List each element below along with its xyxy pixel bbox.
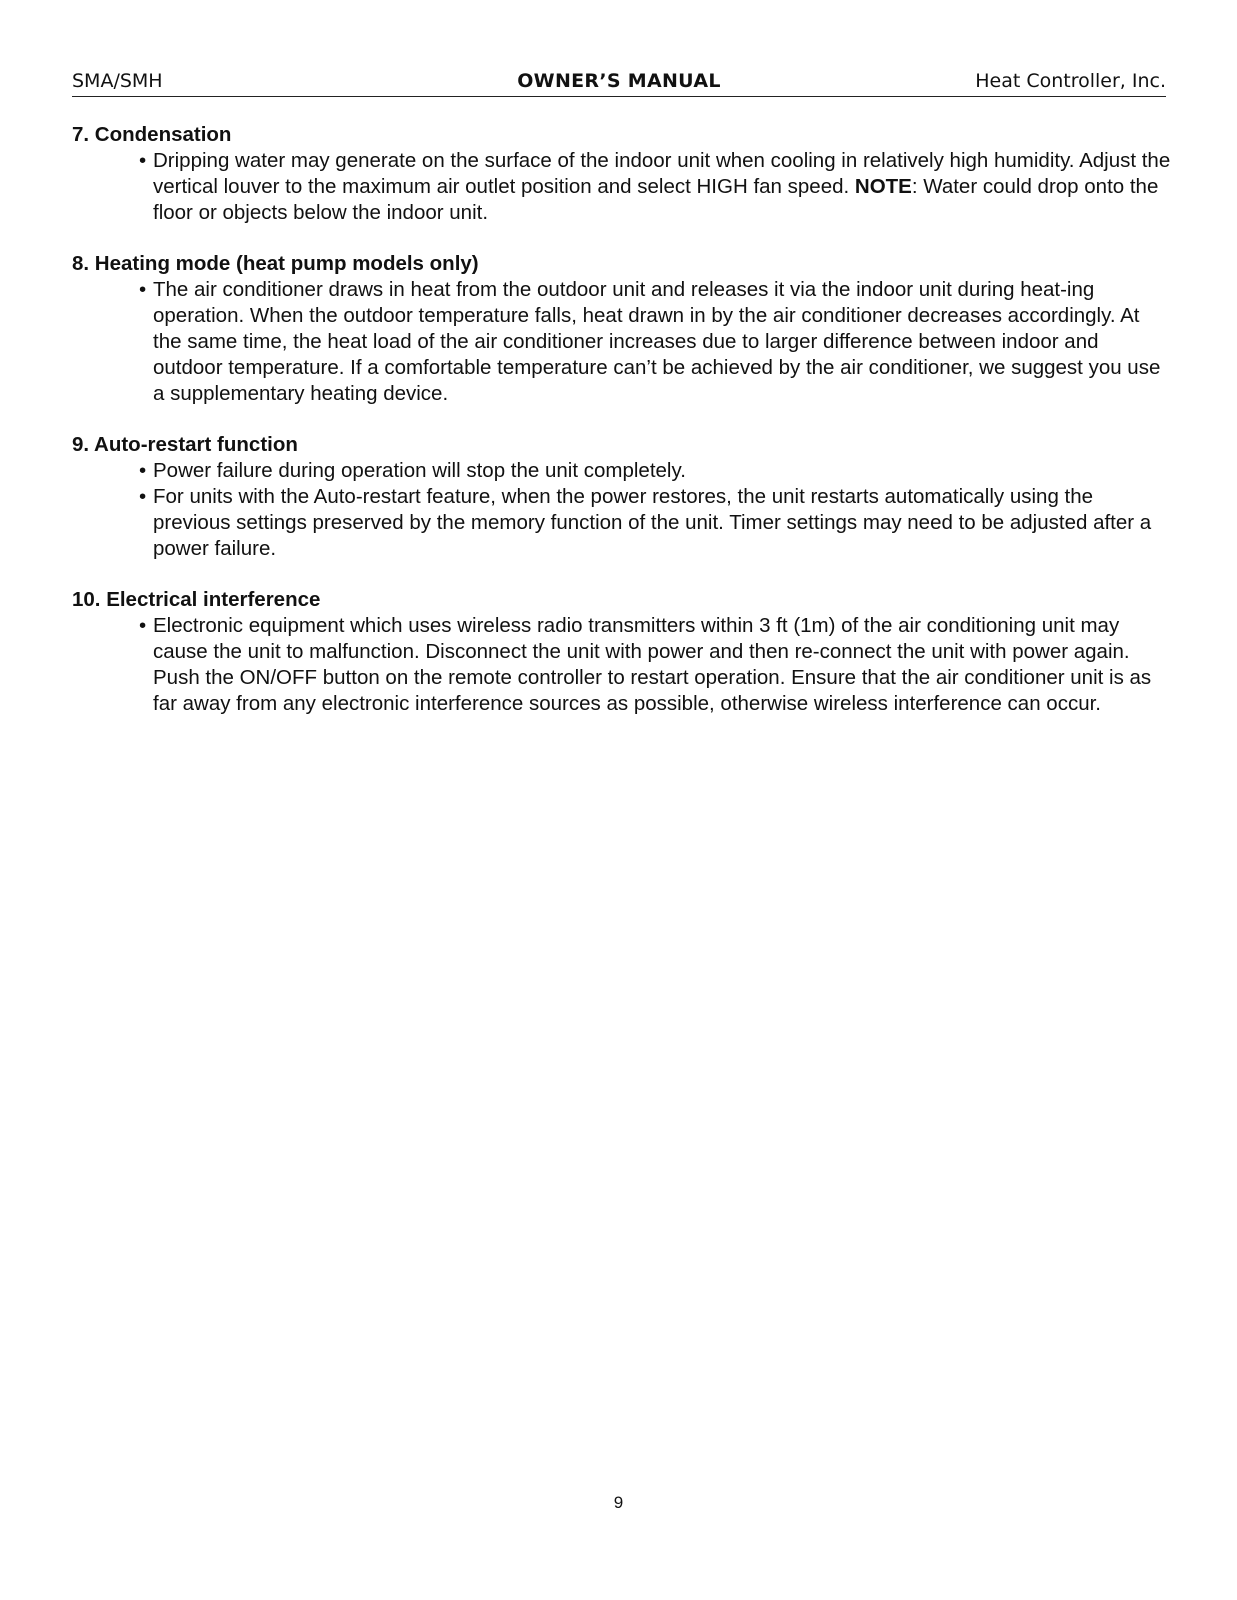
section-title: 9. Auto-restart function [72,433,298,456]
page-header [72,66,1166,97]
bullet-list [72,613,1172,717]
bullet-list [72,277,1172,407]
bullet-list [72,148,1172,226]
page-number: 9 [613,1493,624,1512]
bullet-text: For units with the Auto-restart feature, when the power restores, the unit restarts automatically using the previous settings preserved by the memory function of the unit. Timer settings may need to be adjusted after a power failure. [153,485,1152,560]
header-title: OWNER’S MANUAL [517,70,721,92]
bullet-marker: • [139,278,147,301]
header-model: SMA/SMH [72,70,163,92]
section-heating-mode [72,251,1172,407]
section-title: 8. Heating mode (heat pump models only) [72,252,479,275]
bullet-marker: • [139,614,147,637]
bullet-text-part: Dripping water may generate on the surface of the indoor unit when cooling in relatively high humidity. Adjust the vertical louver to the maximum air outlet position and select HIGH fan speed. [153,149,1171,198]
bullet-list [72,458,1172,562]
section-auto-restart [72,432,1172,562]
bullet-marker: • [139,485,147,508]
section-title: 10. Electrical interference [72,588,321,611]
list-item [72,613,1172,717]
header-company: Heat Controller, Inc. [975,70,1166,92]
list-item [72,148,1172,226]
note-label: NOTE [854,175,912,198]
list-item [72,484,1172,562]
bullet-marker: • [139,459,147,482]
bullet-text [153,148,1172,226]
bullet-text-part: : Water could drop onto the floor or objects below the indoor unit. [153,175,1159,224]
list-item [72,458,1172,484]
document-body [72,122,1172,742]
section-title: 7. Condensation [72,123,232,146]
bullet-text: The air conditioner draws in heat from the outdoor unit and releases it via the indoor unit during heat-ing operation. When the outdoor temperature falls, heat drawn in by the air conditioner decreases accordingly. At the same time, the heat load of the air conditioner increases due to larger difference between indoor and outdoor temperature. If a comfortable temperature can’t be achieved by the air conditioner, we suggest you use a supplementary heating device. [153,278,1161,405]
bullet-marker: • [139,149,147,172]
bullet-text: Electronic equipment which uses wireless radio transmitters within 3 ft (1m) of the air conditioning unit may cause the unit to malfunction. Disconnect the unit with power and then re-connect the unit with power again. Push the ON/OFF button on the remote controller to restart operation. Ensure that the air conditioner unit is as far away from any electronic interference sources as possible, otherwise wireless interference can occur. [153,614,1152,715]
bullet-text: Power failure during operation will stop the unit completely. [153,459,686,482]
section-condensation [72,122,1172,226]
section-electrical-interference [72,587,1172,717]
list-item [72,277,1172,407]
